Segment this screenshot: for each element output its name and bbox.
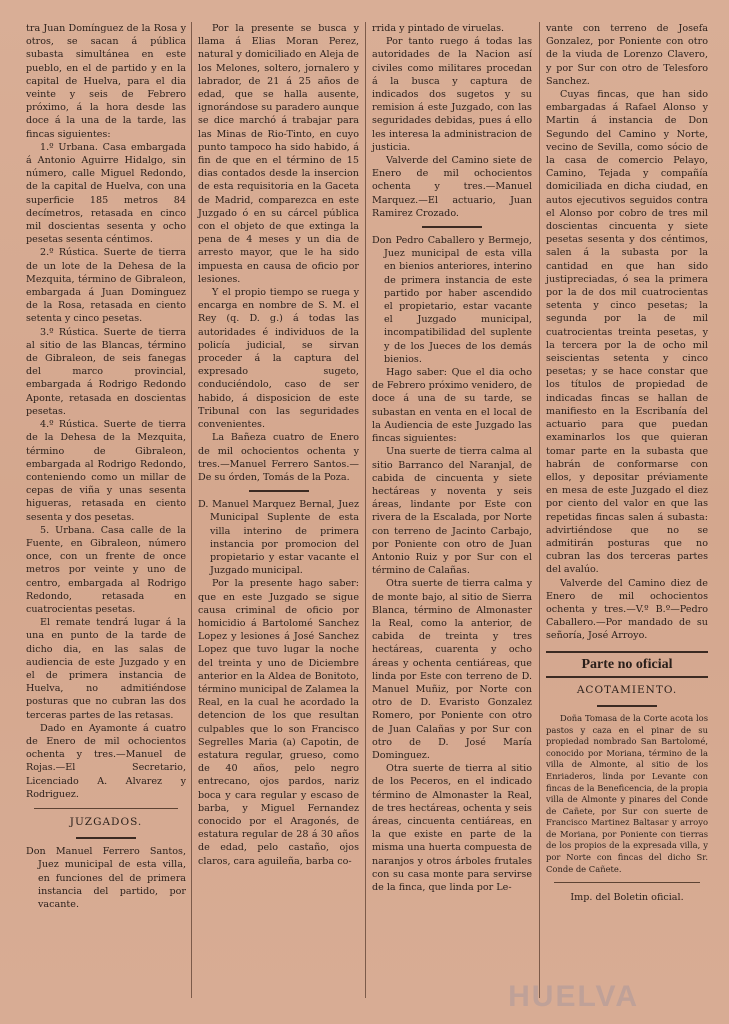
imprint: Imp. del Boletin oficial. xyxy=(570,892,684,904)
paragraph: vante con terreno de Josefa Gonzalez, por Poniente con otro de la viuda de Lorenzo Clavero, y por Sur con otro de Telesforo Sanchez. xyxy=(546,23,708,87)
paragraph: tra Juan Domínguez de la Rosa y otros, se sacan á pública subasta simultánea en este pueblo, en el de partido y en la capital de Huelva, para el dia veinte y seis de Febrero próximo, á la hora desde las doce á la una de la tarde, las fincas siguientes: xyxy=(26,23,186,140)
paragraph: El remate tendrá lugar á la una en punto de la tarde de dicho dia, en las salas de audiencia de este Juzgado y en el de primera instancia de Huelva, no admitiéndose posturas que no cubran las dos terceras partes de las retasas. xyxy=(26,617,186,721)
paragraph: 4.º Rústica. Suerte de tierra de la Dehesa de la Mezquita, término de Gibraleon, embargada al Rodrigo Redondo, conteniendo como un millar de cepas de viña y unas sesenta higueras, retasada en ciento sesenta y dos pesetas. xyxy=(26,419,186,523)
paragraph: La Bañeza cuatro de Enero de mil ochocientos ochenta y tres.—Manuel Ferrero Santos.—De su órden, Tomás de la Poza. xyxy=(198,432,359,483)
paragraph: Una suerte de tierra calma al sitio Barranco del Naranjal, de cabida de cincuenta y siete hectáreas y noventa y seis áreas, lindante por Este con rivera de la Escalada, por Norte con terreno de Jacinto Carbajo, por Poniente con otro de Juan Antonio Ruiz y por Sur con el término de Calañas. xyxy=(372,446,532,577)
short-rule xyxy=(597,705,657,707)
paragraph: Hago saber: Que el dia ocho de Febrero próximo venidero, de doce á una de su tarde, se subastan en venta en el local de la Audiencia de este Juzgado las fincas siguientes: xyxy=(372,367,532,445)
short-rule xyxy=(76,837,136,839)
paragraph: 2.º Rústica. Suerte de tierra de un lote de la Dehesa de la Mezquita, término de Gibraleon, embargada á Juan Dominguez de la Rosa, retasada en ciento setenta y cinco pesetas. xyxy=(26,247,186,325)
paragraph: Cuyas fincas, que han sido embargadas á Rafael Alonso y Martin á instancia de Don Segundo del Camino y Norte, vecino de Sevilla, como sócio de la casa de comercio Pelayo, Camino, Tejada y compañía domiciliada en dicha ciudad, en autos ejecutivos seguidos contra el Alonso por cobro de tres mil doscientas cincuenta y siete pesetas sesenta y dos céntimos, salen á la subasta por la cantidad en que han sido justipreciadas, ó sea la primera por la de dos mil cuatrocientas setenta y cinco pesetas; la segunda por la de mil cuatrocientas treinta pesetas, y la tercera por la de ocho mil seiscientas setenta y cinco pesetas; y se hace constar que los títulos de propiedad de indicadas fincas se hallan de manifiesto en la Escribanía del actuario para que puedan examinarlos los que quieran tomar parte en la subasta que habrán de conformarse con ellos, y depositar préviamente en mesa de este Juzgado el diez por ciento del valor en que las repetidas fincas salen á subasta: advirtiéndose que no se admitirán posturas que no cubran las dos terceras partes del avalúo. xyxy=(546,89,708,576)
section-heading-acotamiento: ACOTAMIENTO. xyxy=(576,683,678,696)
paragraph: Por tanto ruego á todas las autoridades de la Nacion así civiles como militares procedan á la busca y captura de indicados dos sugetos y su remision á este Juzgado, con las seguridades debidas, pues á ello les interesa la administracion de justicia. xyxy=(372,36,532,153)
paragraph: D. Manuel Marquez Bernal, Juez Municipal Suplente de esta villa interino de primera instancia por promocion del propietario y estar vacante el Juzgado municipal. xyxy=(198,499,359,577)
paragraph: Don Pedro Caballero y Bermejo, Juez municipal de esta villa en bienios anteriores, interino de primera instancia de este partido por haber ascendido el propietario, estar vacante el Juzgado municipal, incompatibilidad del suplente y de los Jueces de los demás bienios. xyxy=(372,235,532,365)
column-divider xyxy=(365,22,366,998)
short-rule xyxy=(249,490,309,492)
library-watermark: HUELVA xyxy=(508,980,639,1013)
column-divider xyxy=(539,22,540,998)
paragraph: Por la presente hago saber: que en este Juzgado se sigue causa criminal de oficio por homicidio á Bartolomé Sanchez Lopez y lesiones á José Sanchez Lopez que tuvo lugar la noche del treinta y uno de Diciembre anterior en la Aldea de Bonitoto, término municipal de Zalamea la Real, en la cual he acordado la detencion de los que resultan culpables que lo son Francisco Segrelles Maria (a) Capotin, de estatura regular, grueso, como de 40 años, pelo negro entrecano, ojos pardos, nariz boca y cara regular y escaso de barba, y Miguel Fernandez conocido por el Aragonés, de estatura regular de 28 á 30 años de edad, pelo castaño, ojos claros, cara aguileña, barba co- xyxy=(198,578,359,867)
paragraph: Don Manuel Ferrero Santos, Juez municipal de esta villa, en funciones del de primera instancia del partido, por vacante. xyxy=(26,846,186,910)
paragraph: Doña Tomasa de la Corte acota los pastos y caza en el pinar de su propiedad nombrado San Bartolomé, conocido por Moriana, término de la villa de Almonte, al sitio de los Enriaderos, linda por Levante con fincas de la Beneficencia, de la propia villa de Almonte y pinares del Conde de Cañete, por Sur con suerte de Francisco Martinez Baltasar y arroyo de Moriana, por Poniente con tierras de los propios de la expresada villa, y por Norte con fincas del dicho Sr. Conde de Cañete. xyxy=(546,712,708,874)
paragraph: Valverde del Camino diez de Enero de mil ochocientos ochenta y tres.—V.º B.º—Pedro Caballero.—Por mandado de su señoría, José Arroyo. xyxy=(546,577,708,642)
paragraph: Dado en Ayamonte á cuatro de Enero de mil ochocientos ochenta y tres.—Manuel de Rojas.—El Secretario, Licenciado A. Alvarez y Rodriguez. xyxy=(26,722,186,800)
short-rule xyxy=(422,226,482,228)
column-4 xyxy=(546,22,708,1004)
parte-no-oficial-heading: Parte no oficial xyxy=(546,651,708,678)
paragraph: rrida y pintado de viruelas. xyxy=(372,23,505,34)
paragraph: Valverde del Camino siete de Enero de mil ochocientos ochenta y tres.—Manuel Marquez.—El actuario, Juan Ramirez Crozado. xyxy=(372,155,532,219)
column-1 xyxy=(26,22,186,1004)
paragraph: Otra suerte de tierra calma y de monte bajo, al sitio de Sierra Blanca, término de Almonaster la Real, como la anterior, de cabida de treinta y tres hectáreas, cuarenta y ocho áreas y ochenta centiáreas, que linda por Este con terreno de D. Manuel Muñiz, por Norte con otro de D. Evaristo Gonzalez Romero, por Poniente con otro de Juan Calañas y por Sur con otro de D. José María Dominguez. xyxy=(372,578,532,761)
column-divider xyxy=(191,22,192,998)
paragraph: 3.º Rústica. Suerte de tierra al sitio de las Blancas, término de Gibraleon, de seis fanegas del marco provincial, embargada á Rodrigo Redondo Aponte, retasada en doscientas pesetas. xyxy=(26,326,186,417)
paragraph: Y el propio tiempo se ruega y encarga en nombre de S. M. el Rey (q. D. g.) á todas las autoridades é individuos de la policía judicial, se sirvan proceder á la captura del expresado sugeto, conduciéndolo, caso de ser habido, á disposicion de este Tribunal con las seguridades convenientes. xyxy=(198,287,359,431)
paragraph: 1.º Urbana. Casa embargada á Antonio Aguirre Hidalgo, sin número, calle Miguel Redondo, de la capital de Huelva, con una superficie 185 metros 84 decímetros, retasada en cinco mil doscientas sesenta y ocho pesetas sesenta céntimos. xyxy=(26,141,186,246)
section-rule xyxy=(34,808,178,809)
paragraph: Otra suerte de tierra al sitio de los Peceros, en el indicado término de Almonaster la Real, de tres hectáreas, ochenta y seis áreas, cincuenta centiáreas, en la que existe en parte de la misma una huerta compuesta de naranjos y otros árboles frutales con su casa monte para servirse de la finca, que linda por Le- xyxy=(372,763,532,893)
column-3 xyxy=(372,22,532,1004)
section-rule xyxy=(554,882,700,883)
column-2 xyxy=(198,22,359,1004)
paragraph: Por la presente se busca y llama á Elias Moran Perez, natural y domiciliado en Aleja de los Melones, soltero, jornalero y labrador, de 21 á 25 años de edad, que se halla ausente, ignorándose su paradero aunque se dice marchó á trabajar para las Minas de Rio-Tinto, en cuyo punto tampoco ha sido habido, á fin de que en el término de 15 dias contados desde la insercion de esta requisitoria en la Gaceta de Madrid, comparezca en este Juzgado ó en su cárcel pública con el objeto de que extinga la pena de 4 meses y un dia de arresto mayor, que le ha sido impuesta en causa de oficio por lesiones. xyxy=(198,23,359,285)
section-heading-juzgados: JUZGADOS. xyxy=(69,815,143,828)
paragraph: 5. Urbana. Casa calle de la Fuente, en Gibraleon, número once, con un frente de once metros por veinte y uno de centro, embargada al Rodrigo Redondo, retasada en cuatrocientas pesetas. xyxy=(26,524,186,615)
